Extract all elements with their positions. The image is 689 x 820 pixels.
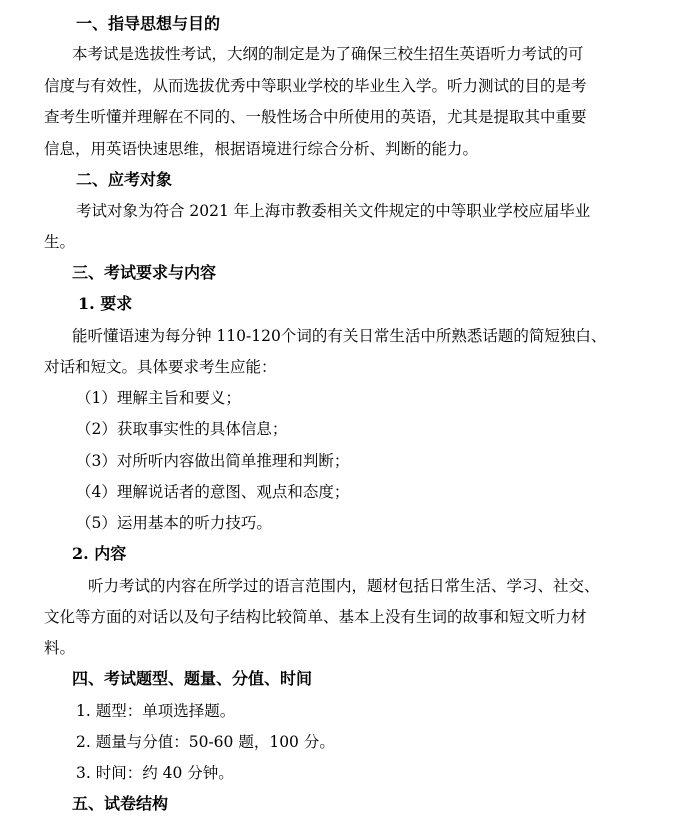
paragraph-line: 能听懂语速为每分钟 110-120个词的有关日常生活中所熟悉话题的简短独白、 bbox=[72, 327, 607, 345]
paragraph-line: 听力考试的内容在所学过的语言范围内，题材包括日常生活、学习、社交、 bbox=[88, 577, 600, 595]
paragraph-line: 本考试是选拔性考试，大纲的制定是为了确保三校生招生英语听力考试的可 bbox=[72, 45, 584, 63]
section-heading-guiding-purpose: 一、指导思想与目的 bbox=[76, 14, 221, 33]
paragraph-line: 文化等方面的对话以及句子结构比较简单、基本上没有生词的故事和短文听力材 bbox=[44, 608, 587, 626]
subsection-heading-requirements: 1. 要求 bbox=[78, 294, 133, 313]
list-item: 1. 题型：单项选择题。 bbox=[76, 702, 236, 720]
paragraph-line: 生。 bbox=[44, 233, 76, 251]
section-heading-paper-structure: 五、试卷结构 bbox=[72, 794, 169, 813]
paragraph-line: 查考生听懂并理解在不同的、一般性场合中所使用的英语，尤其是提取其中重要 bbox=[44, 108, 587, 126]
section-heading-requirements-content: 三、考试要求与内容 bbox=[72, 263, 217, 282]
paragraph-line: 对话和短文。具体要求考生应能： bbox=[44, 358, 277, 376]
list-item: （5）运用基本的听力技巧。 bbox=[76, 514, 272, 532]
list-item: 2. 题量与分值：50-60 题，100 分。 bbox=[76, 733, 335, 751]
section-heading-target-candidates: 二、应考对象 bbox=[76, 170, 173, 189]
subsection-heading-content: 2. 内容 bbox=[72, 544, 127, 563]
list-item: （4）理解说话者的意图、观点和态度； bbox=[76, 483, 350, 501]
paragraph-line: 信度与有效性，从而选拔优秀中等职业学校的毕业生入学。听力测试的目的是考 bbox=[44, 77, 587, 95]
paragraph-line: 料。 bbox=[44, 639, 76, 657]
list-item: （1）理解主旨和要义； bbox=[76, 389, 241, 407]
list-item: （2）获取事实性的具体信息； bbox=[76, 420, 288, 438]
list-item: 3. 时间：约 40 分钟。 bbox=[76, 764, 234, 782]
paragraph-line: 考试对象为符合 2021 年上海市教委相关文件规定的中等职业学校应届毕业 bbox=[76, 202, 591, 220]
section-heading-format-time: 四、考试题型、题量、分值、时间 bbox=[72, 669, 313, 688]
paragraph-line: 信息，用英语快速思维，根据语境进行综合分析、判断的能力。 bbox=[44, 140, 479, 158]
list-item: （3）对所听内容做出简单推理和判断； bbox=[76, 452, 350, 470]
